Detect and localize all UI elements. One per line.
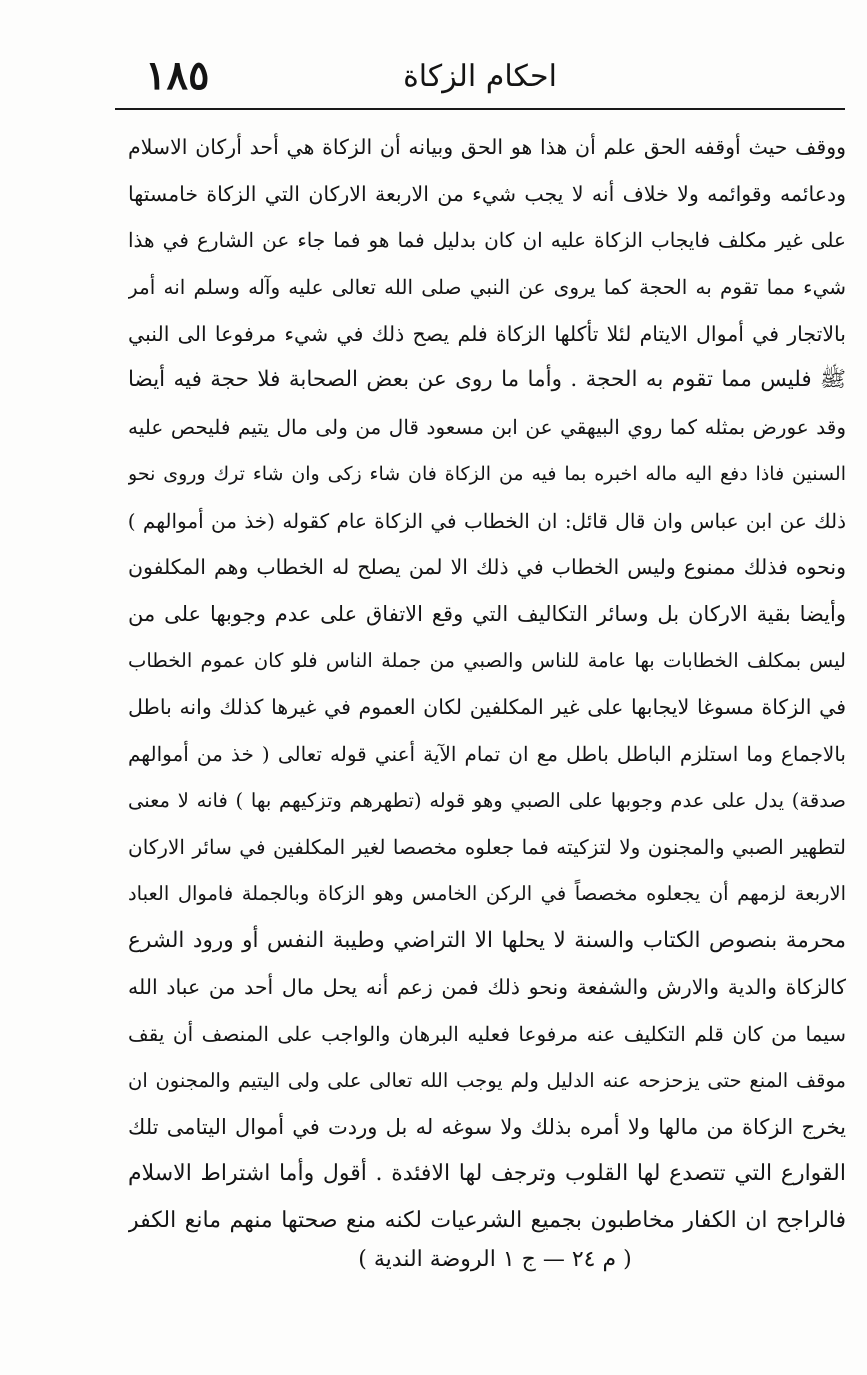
- text-line: ووقف حيث أوقفه الحق علم أن هذا هو الحق وبيانه أن الزكاة هي أحد أركان الاسلام: [128, 135, 846, 159]
- text-line: سيما من كان قلم التكليف عنه مرفوعا فعليه البرهان والواجب على المنصف أن يقف: [128, 1022, 846, 1047]
- text-line: ونحوه فذلك ممنوع وليس الخطاب في ذلك الا لمن يصلح له الخطاب وهم المكلفون: [128, 555, 846, 580]
- page-header: [115, 52, 845, 104]
- text-line: صدقة) يدل على عدم وجوبها على الصبي وهو قوله (تطهرهم وتزكيهم بها ) فانه لا معنى: [128, 788, 846, 812]
- text-line: ذلك عن ابن عباس وان قال قائل: ان الخطاب في الزكاة عام كقوله (خذ من أموالهم ): [128, 508, 846, 533]
- text-line: شيء مما تقوم به الحجة كما يروى عن النبي صلى الله تعالى عليه وآله وسلم انه أمر: [128, 275, 846, 300]
- text-line: السنين فاذا دفع اليه ماله اخبره بما فيه من الزكاة فان شاء زكى وان شاء ترك وروى نحو: [128, 462, 846, 485]
- text-line: بالاتجار في أموال الايتام لئلا تأكلها الزكاة فلم يصح ذلك في شيء مرفوعا الى النبي: [128, 321, 846, 346]
- text-line: على غير مكلف فايجاب الزكاة عليه ان كان بدليل فما هو فما جاء عن الشارع في هذا: [128, 228, 846, 253]
- text-line: كالزكاة والدية والارش والشفعة ونحو ذلك فمن زعم أنه يحل مال أحد من عباد الله: [128, 975, 846, 1000]
- text-line: ليس بمكلف الخطابات بها عامة للناس والصبي من جملة الناس فلو كان عموم الخطاب: [128, 648, 846, 672]
- text-line: وأيضا بقية الاركان بل وسائر التكاليف التي وقع الاتفاق على عدم وجوبها على من: [128, 601, 846, 626]
- running-title: احكام الزكاة: [403, 59, 557, 94]
- text-line: موقف المنع حتى يزحزحه عنه الدليل ولم يوجب الله تعالى على ولى اليتيم والمجنون ان: [128, 1068, 846, 1092]
- text-line: محرمة بنصوص الكتاب والسنة لا يحلها الا التراضي وطيبة النفس أو ورود الشرع: [128, 927, 846, 953]
- text-line: ودعائمه وقوائمه ولا خلاف أنه لا يجب شيء من الاربعة الاركان التي الزكاة خامستها: [128, 181, 846, 206]
- text-line: القوارع التي تتصدع لها القلوب وترجف لها الافئدة . أقول وأما اشتراط الاسلام: [128, 1161, 846, 1187]
- header-rule: [115, 108, 845, 110]
- text-line: لتطهير الصبي والمجنون ولا لتزكيته فما جعلوه مخصصا لغير المكلفين في سائر الاركان: [128, 835, 846, 860]
- text-line: ﷺ فليس مما تقوم به الحجة . وأما ما روى عن بعض الصحابة فلا حجة فيه أيضا: [128, 367, 846, 393]
- text-line: فالراجح ان الكفار مخاطبون بجميع الشرعيات لكنه منع صحتها منهم مانع الكفر: [128, 1207, 846, 1233]
- page-number: ١٨٥: [145, 52, 210, 99]
- text-line: بالاجماع وما استلزم الباطل باطل مع ان تمام الآية أعني قوله تعالى ( خذ من أموالهم: [128, 741, 846, 766]
- body-text: [128, 124, 846, 1245]
- text-line: يخرج الزكاة من مالها ولا أمره بذلك ولا سوغه له بل وردت في أموال اليتامى تلك: [128, 1115, 846, 1140]
- text-line: الاربعة لزمهم أن يجعلوه مخصصاً في الركن الخامس وهو الزكاة وبالجملة فاموال العباد: [128, 882, 846, 905]
- page-footer-signature: ( م ٢٤ — ج ١ الروضة الندية ): [358, 1247, 632, 1272]
- text-line: وقد عورض بمثله كما روي البيهقي عن ابن مسعود قال من ولى مال يتيم فليحص عليه: [128, 415, 846, 440]
- text-line: في الزكاة مسوغا لايجابها على غير المكلفين لكان العموم في غيرها كذلك وانه باطل: [128, 695, 846, 720]
